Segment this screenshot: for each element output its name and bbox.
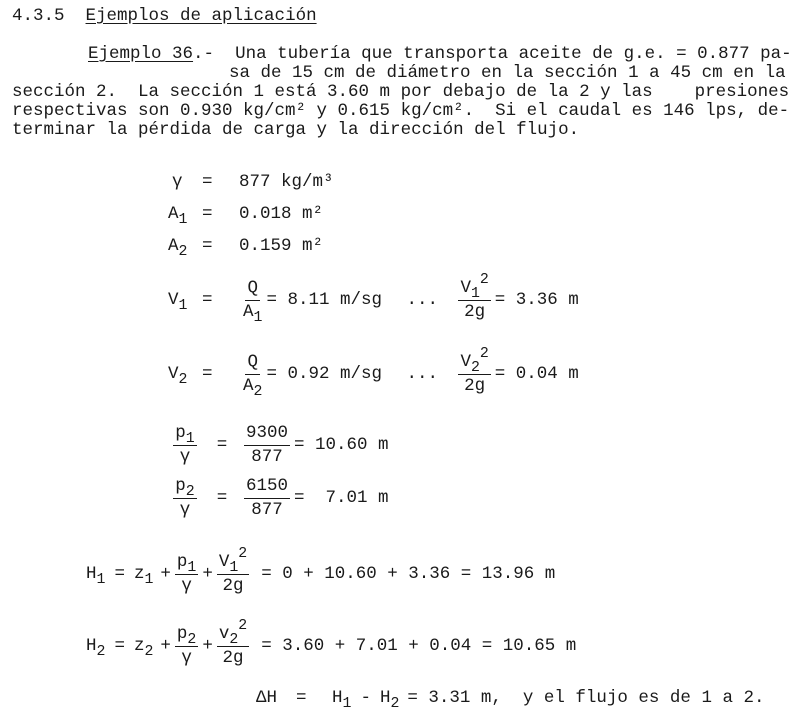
eq-dh-op: = [296,688,307,708]
eq-a1 [168,204,324,229]
eq-p1-num-sub: 1 [185,431,195,448]
eq-h2-v-sub: 2 [229,632,239,649]
eq-p2-num: p [175,476,186,496]
eq-gamma-op: = [202,172,213,192]
section-title: Ejemplos de aplicación [85,6,317,26]
eq-v1-head-den: 2g [464,301,486,322]
eq-dh-h2: H [379,688,391,708]
eq-a1-lhs: A [168,204,179,224]
eq-delta-h [256,688,765,713]
eq-v2-head-fraction [458,346,490,396]
eq-v1-head-result: = 3.36 m [494,289,579,310]
problem-line-4: respectivas son 0.930 kg/cm² y 0.615 kg/cm². Si el caudal es 146 lps, de- [12,101,790,121]
eq-p1-op: = [216,434,228,455]
eq-h1-p-fraction [175,554,198,595]
eq-h2-p: p [176,624,188,644]
eq-h2-v-fraction [217,618,249,668]
eq-h2-two-g: 2g [222,647,244,668]
eq-h1-v: V [218,552,230,572]
eq-v1-result: = 8.11 m/sg [266,289,382,310]
eq-p1 [166,425,389,466]
example-first-line [88,46,792,64]
eq-p2-result: = 7.01 m [294,487,389,508]
eq-h1-plus-2: + [202,563,213,584]
eq-v2-head-num-sub: 2 [470,360,480,377]
eq-h1 [86,546,556,596]
eq-h2-result: = 3.60 + 7.01 + 0.04 = 10.65 m [261,635,577,656]
eq-h2-v-sup: 2 [238,618,248,635]
eq-a2-rhs: 0.159 m² [239,236,324,256]
eq-v1-head-num-sup: 2 [479,272,489,289]
eq-h1-gamma: γ [181,575,192,596]
eq-h1-plus-1: + [160,563,171,584]
eq-v2-result: = 0.92 m/sg [266,363,382,384]
example-label: Ejemplo 36 [88,44,194,64]
eq-v2-lhs: V [168,363,179,384]
eq-h1-z: z [133,563,145,584]
problem-line-2: sa de 15 cm de diámetro en la sección 1 a 45 cm en la [229,63,786,83]
eq-p2-op: = [216,487,228,508]
eq-a1-rhs: 0.018 m² [239,204,324,224]
eq-a2 [168,236,324,261]
eq-a2-sub: 2 [178,244,188,261]
eq-p1-lhs-fraction [170,425,200,466]
eq-v2-head-num: V [460,352,471,372]
eq-v2-fraction [243,352,263,400]
eq-v1-sub: 1 [178,297,188,314]
eq-h2-z: z [133,635,145,656]
eq-gamma-lhs: γ [172,172,183,192]
eq-v2-frac-den: A [243,375,254,396]
eq-v1-head-num: V [460,278,471,298]
eq-h2-sub: 2 [96,643,106,660]
eq-v2-frac-den-sub: 2 [253,383,263,400]
eq-v2 [168,346,579,400]
eq-v2-head-den: 2g [464,375,486,396]
eq-p2-val-den: 877 [251,499,283,520]
eq-p1-num: p [175,423,186,443]
problem-line-3: sección 2. La sección 1 está 3.60 m por debajo de la 2 y las presiones [12,82,790,102]
eq-a2-op: = [202,236,213,256]
eq-h2-plus-1: + [160,635,171,656]
section-heading [12,8,317,26]
eq-a2-lhs: A [168,236,179,256]
eq-v2-head-result: = 0.04 m [494,363,579,384]
eq-v2-frac-num: Q [245,354,260,375]
eq-h1-p: p [176,552,188,572]
eq-a1-sub: 1 [178,212,188,229]
eq-p1-den: γ [179,446,191,467]
eq-v2-head-num-sup: 2 [479,346,489,363]
eq-p2-val-num: 6150 [244,478,290,499]
eq-h1-v-fraction [217,546,249,596]
eq-p1-val-den: 877 [251,446,283,467]
eq-p2 [166,478,389,519]
eq-v1-frac-den: A [243,301,254,322]
eq-h1-eq: = [114,563,125,584]
eq-h2-eq: = [114,635,125,656]
eq-dh-result: = 3.31 m, y el flujo es de 1 a 2. [407,688,765,708]
eq-dh-h1-sub: 1 [342,696,352,713]
eq-p2-val-fraction [244,478,290,519]
eq-h1-p-sub: 1 [187,560,197,577]
eq-h2-p-fraction [175,626,198,667]
eq-h1-sub: 1 [96,571,106,588]
eq-h2 [86,618,577,668]
example-label-suffix: .- [193,44,215,64]
eq-h2-plus-2: + [202,635,213,656]
eq-v1-op: = [202,289,213,310]
eq-dh-h2-sub: 2 [390,696,400,713]
eq-v1 [168,272,579,326]
eq-h2-p-sub: 2 [187,632,197,649]
eq-h1-v-sup: 2 [238,546,248,563]
eq-h1-lhs: H [86,563,97,584]
eq-h1-v-sub: 1 [229,560,239,577]
eq-v1-frac-num: Q [245,280,260,301]
eq-gamma [172,174,334,192]
eq-v2-dots: ... [406,363,438,384]
eq-gamma-rhs: 877 kg/m³ [239,172,334,192]
eq-p2-num-sub: 2 [185,484,195,501]
eq-v2-op: = [202,363,213,384]
eq-h2-lhs: H [86,635,97,656]
eq-h1-two-g: 2g [222,575,244,596]
eq-a1-op: = [202,204,213,224]
eq-v1-head-fraction [458,272,490,322]
section-number: 4.3.5 [12,6,65,26]
eq-v1-frac-den-sub: 1 [253,309,263,326]
eq-v1-lhs: V [168,289,179,310]
eq-p1-result: = 10.60 m [294,434,389,455]
eq-v1-fraction [243,278,263,326]
eq-dh-h1: H [332,688,343,708]
eq-h2-v: v [218,624,230,644]
eq-p2-lhs-fraction [170,478,200,519]
problem-line-5: terminar la pérdida de carga y la dirección del flujo. [12,120,580,140]
eq-h1-result: = 0 + 10.60 + 3.36 = 13.96 m [261,563,556,584]
eq-dh-lhs: ΔH [256,688,278,708]
eq-dh-minus: - [360,688,371,708]
problem-line-1: Una tubería que transporta aceite de g.e. = 0.877 pa- [235,44,792,64]
eq-v1-head-num-sub: 1 [470,286,480,303]
eq-p2-den: γ [179,499,191,520]
eq-p1-val-num: 9300 [244,425,290,446]
eq-v2-sub: 2 [178,371,188,388]
eq-h2-z-sub: 2 [144,643,154,660]
eq-h1-z-sub: 1 [144,571,154,588]
eq-v1-dots: ... [406,289,438,310]
eq-h2-gamma: γ [181,647,192,668]
eq-p1-val-fraction [244,425,290,466]
